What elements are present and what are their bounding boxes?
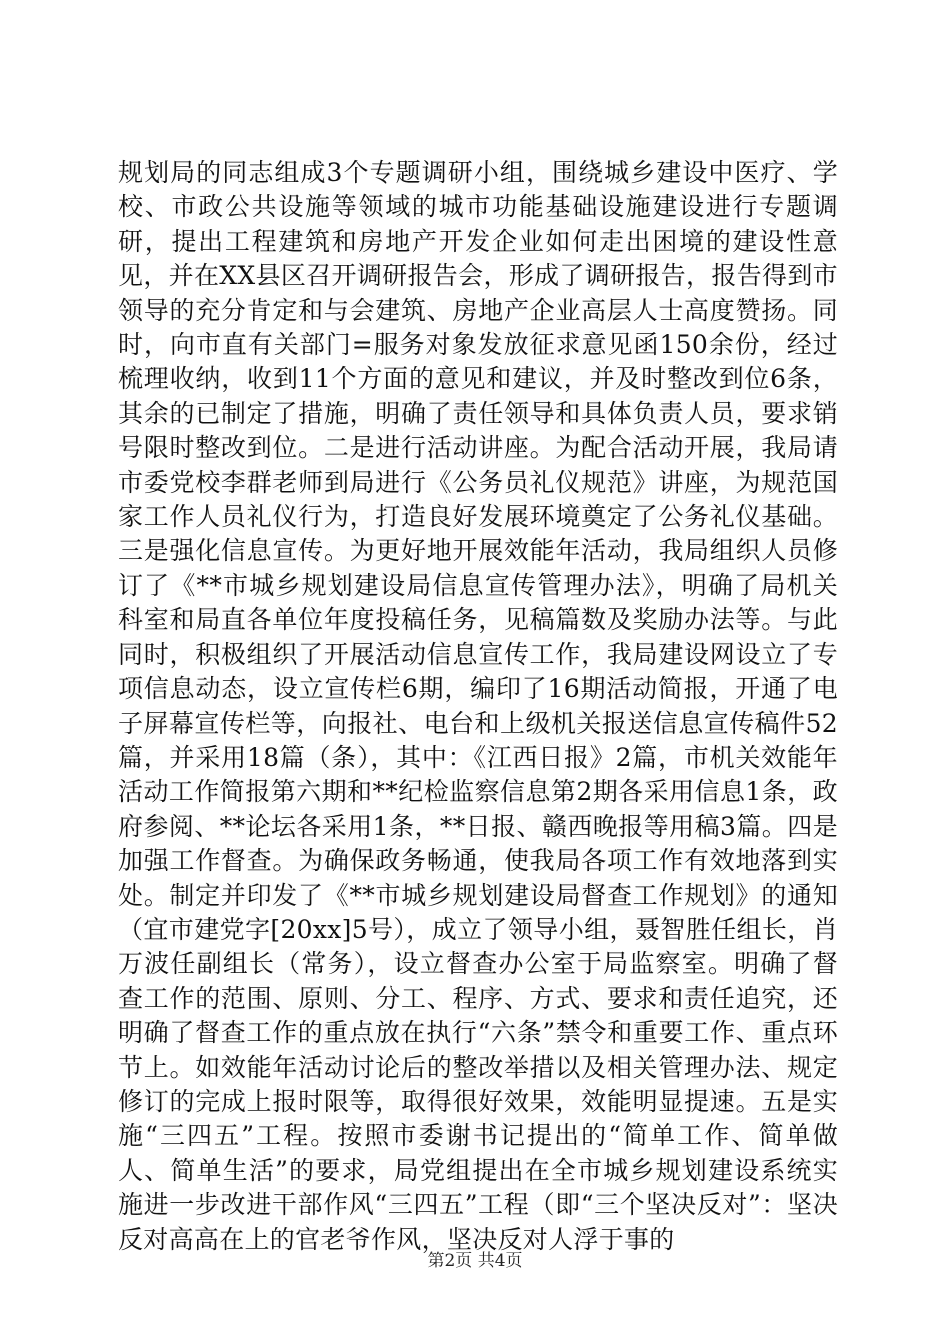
body-paragraph: 规划局的同志组成3个专题调研小组，围绕城乡建设中医疗、学校、市政公共设施等领域的城市功能基础设施建设进行专题调研，提出工程建筑和房地产开发企业如何走出困境的建设性意见，并在XX县区召开调研报告会，形成了调研报告，报告得到市领导的充分肯定和与会建筑、房地产企业高层人士高度赞扬。同时，向市直有关部门=服务对象发放征求意见函150余份，经过梳理收纳，收到11个方面的意见和建议，并及时整改到位6条，其余的已制定了措施，明确了责任领导和具体负责人员，要求销号限时整改到位。二是进行活动讲座。为配合活动开展，我局请市委党校李群老师到局进行《公务员礼仪规范》讲座，为规范国家工作人员礼仪行为，打造良好发展环境奠定了公务礼仪基础。三是强化信息宣传。为更好地开展效能年活动，我局组织人员修订了《**市城乡规划建设局信息宣传管理办法》，明确了局机关科室和局直各单位年度投稿任务，见稿篇数及奖励办法等。与此同时，积极组织了开展活动信息宣传工作，我局建设网设立了专项信息动态，设立宣传栏6期，编印了16期活动简报，开通了电子屏幕宣传栏等，向报社、电台和上级机关报送信息宣传稿件52篇，并采用18篇（条），其中：《江西日报》2篇，市机关效能年活动工作简报第六期和**纪检监察信息第2期各采用信息1条，政府参阅、**论坛各采用1条，**日报、赣西晚报等用稿3篇。四是加强工作督查。为确保政务畅通，使我局各项工作有效地落到实处。制定并印发了《**市城乡规划建设局督查工作规划》的通知（宜市建党字[20xx]5号），成立了领导小组，聂智胜任组长，肖万波任副组长（常务），设立督查办公室于局监察室。明确了督查工作的范围、原则、分工、程序、方式、要求和责任追究，还明确了督查工作的重点放在执行“六条”禁令和重要工作、重点环节上。如效能年活动讨论后的整改举措以及相关管理办法、规定修订的完成上报时限等，取得很好效果，效能明显提速。五是实施“三四五”工程。按照市委谢书记提出的“简单工作、简单做人、简单生活”的要求，局党组提出在全市城乡规划建设系统实施进一步改进干部作风“三四五”工程（即“三个坚决反对”：坚决反对高高在上的官老爷作风，坚决反对人浮于事的 (118, 158, 838, 1254)
page-number-footer: 第2页 共4页 (427, 1251, 523, 1271)
